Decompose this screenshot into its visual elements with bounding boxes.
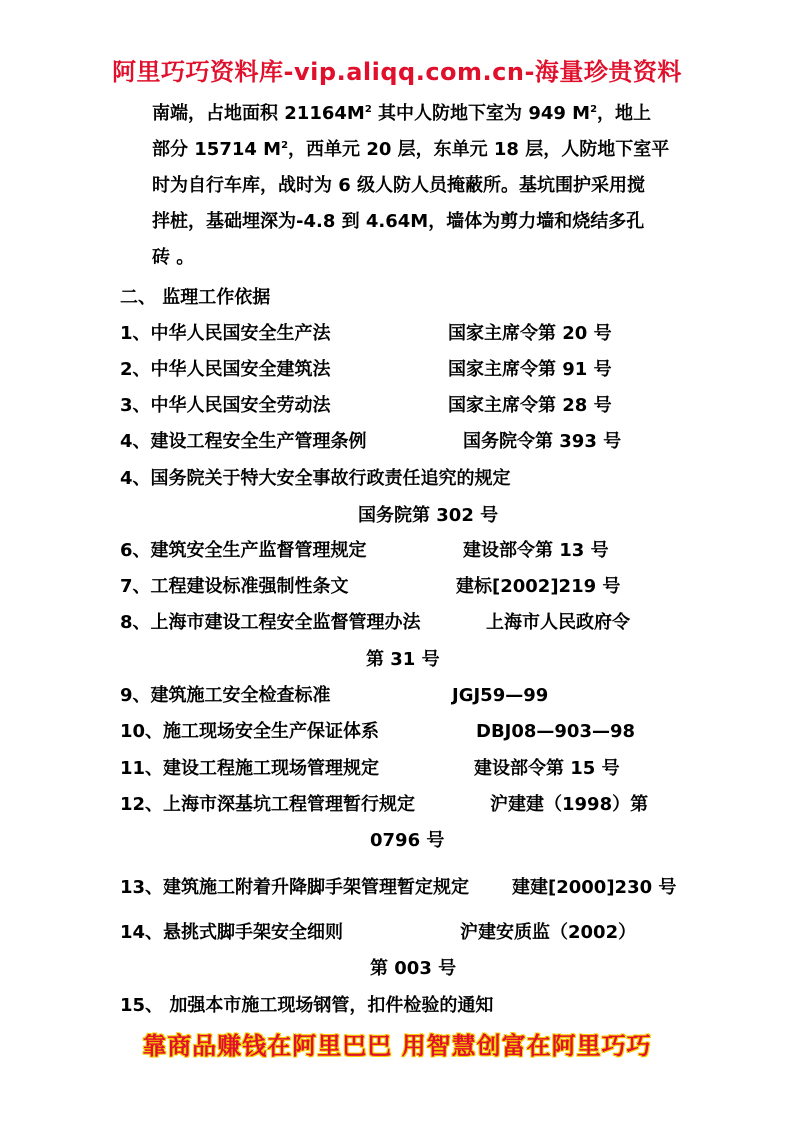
list-item-left: 14、悬挑式脚手架安全细则 — [120, 922, 344, 943]
list-item-left: 4、国务院关于特大安全事故行政责任追究的规定 — [120, 468, 511, 489]
intro-line-2: 部分 15714 $M^2$，西单元 20 层，东单元 18 层，人防地下室平 — [152, 139, 670, 160]
list-item-left: 2、中华人民国安全建筑法 — [120, 359, 331, 380]
list-item-left: 7、工程建设标准强制性条文 — [120, 576, 349, 597]
list-item-right: 国家主席令第 28 号 — [448, 395, 612, 416]
list-item-right: 国家主席令第 20 号 — [448, 323, 612, 344]
list-item-left: 9、建筑施工安全检查标准 — [120, 685, 331, 706]
list-item-left: 3、中华人民国安全劳动法 — [120, 395, 331, 416]
list-item-left: 11、建设工程施工现场管理规定 — [120, 758, 380, 779]
intro-line-4: 拌桩，基础埋深为-4.8 到 4.64M，墙体为剪力墙和烧结多孔 — [152, 211, 645, 232]
header-banner: 阿里巧巧资料库-vip.aliqq.com.cn-海量珍贵资料 — [112, 58, 682, 86]
list-item-left: 15、 加强本市施工现场钢管，扣件检验的通知 — [120, 995, 494, 1016]
list-item-right: DBJ08—903—98 — [476, 721, 636, 742]
list-item-right: 第 003 号 — [370, 958, 457, 979]
list-item-right: 建标[2002]219 号 — [456, 576, 621, 597]
footer-banner: 靠商品赚钱在阿里巴巴 用智慧创富在阿里巧巧 — [142, 1032, 652, 1060]
intro-line-1: 南端，占地面积 $21164M^2$ 其中人防地下室为 949 $M^2$，地上 — [152, 103, 652, 124]
intro-line-5: 砖 。 — [152, 247, 195, 268]
list-item-right: 上海市人民政府令 — [486, 612, 630, 633]
list-item-left: 12、上海市深基坑工程管理暂行规定 — [120, 794, 416, 815]
list-item-right: 沪建安质监（2002） — [460, 922, 637, 943]
list-item-left: 4、建设工程安全生产管理条例 — [120, 431, 367, 452]
list-item-left: 1、中华人民国安全生产法 — [120, 323, 331, 344]
list-item-right: 国务院令第 393 号 — [463, 431, 622, 452]
list-item-left: 8、上海市建设工程安全监督管理办法 — [120, 612, 421, 633]
list-item-right: 建建[2000]230 号 — [512, 877, 677, 898]
list-item-right: 第 31 号 — [366, 649, 440, 670]
list-item-right: 建设部令第 15 号 — [474, 758, 620, 779]
list-item-right: 国务院第 302 号 — [358, 505, 499, 526]
list-item-right: 国家主席令第 91 号 — [448, 359, 612, 380]
list-item-left: 10、施工现场安全生产保证体系 — [120, 721, 380, 742]
list-item-right: 建设部令第 13 号 — [463, 540, 609, 561]
list-item-right: 沪建建（1998）第 — [490, 794, 649, 815]
list-item-right: 0796 号 — [370, 830, 445, 851]
intro-line-3: 时为自行车库，战时为 6 级人防人员掩蔽所。基坑围护采用搅 — [152, 175, 646, 196]
section-title: 二、 监理工作依据 — [120, 287, 271, 308]
list-item-right: JGJ59—99 — [452, 685, 549, 706]
list-item-left: 6、建筑安全生产监督管理规定 — [120, 540, 367, 561]
list-item-left: 13、建筑施工附着升降脚手架管理暂定规定 — [120, 877, 470, 898]
intro-paragraph — [152, 96, 692, 276]
